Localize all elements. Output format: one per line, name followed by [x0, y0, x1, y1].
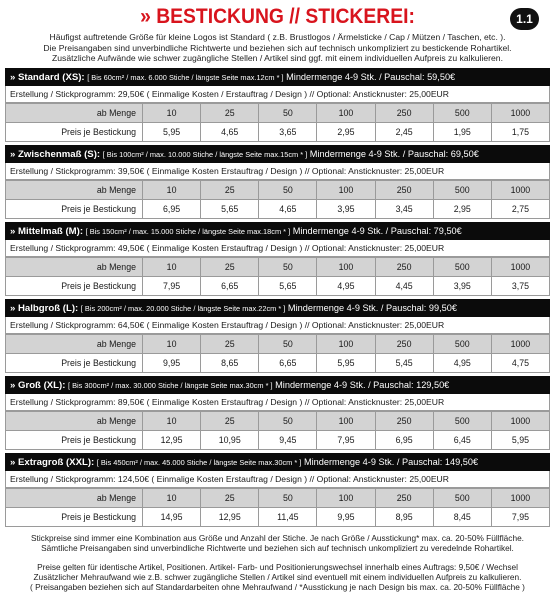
- price-cell: 2,75: [491, 200, 549, 219]
- quantity-cell: 10: [143, 489, 201, 508]
- price-table: [5, 103, 550, 142]
- quantity-cell: 50: [259, 335, 317, 354]
- footer-notes: [6, 533, 549, 553]
- quantity-label: ab Menge: [6, 104, 143, 123]
- intro-line: Zusätzliche Aufwände wie schwer zugängliche Stellen / Artikel sind ggf. mit einem individuellen Aufpreis zu kalkulieren.: [52, 53, 503, 64]
- quantity-cell: 250: [375, 489, 433, 508]
- section-header: [5, 376, 550, 394]
- footer-terms: [6, 562, 549, 593]
- section-header: [5, 222, 550, 240]
- size-spec: [ Bis 300cm² / max. 30.000 Stiche / längste Seite max.30cm * ]: [68, 381, 273, 390]
- quantity-cell: 25: [201, 181, 259, 200]
- minimum-quantity: Mindermenge 4-9 Stk. / Pauschal: 129,50€: [275, 380, 450, 390]
- price-cell: 3,75: [491, 277, 549, 296]
- quantity-label: ab Menge: [6, 258, 143, 277]
- size-spec: [ Bis 150cm² / max. 15.000 Stiche / längste Seite max.18cm * ]: [85, 227, 291, 236]
- price-cell: 10,95: [201, 431, 259, 450]
- price-label: Preis je Bestickung: [6, 354, 143, 373]
- price-cell: 4,95: [433, 354, 491, 373]
- price-label: Preis je Bestickung: [6, 200, 143, 219]
- price-cell: 5,95: [143, 123, 201, 142]
- quantity-cell: 50: [259, 412, 317, 431]
- quantity-row: [6, 104, 550, 123]
- price-row: [6, 431, 550, 450]
- price-cell: 12,95: [143, 431, 201, 450]
- price-cell: 5,95: [317, 354, 375, 373]
- quantity-cell: 500: [433, 104, 491, 123]
- size-spec: [ Bis 450cm² / max. 45.000 Stiche / längste Seite max.30cm * ]: [96, 458, 302, 467]
- intro-line: Häufigst auftretende Größe für kleine Logos ist Standard ( z.B. Brustlogos / Ärmelsticke / Cap / Mützen / Taschen, etc. ).: [49, 32, 506, 42]
- price-section: [5, 376, 550, 450]
- price-cell: 7,95: [143, 277, 201, 296]
- price-label: Preis je Bestickung: [6, 508, 143, 527]
- section-header: [5, 68, 550, 86]
- price-cell: 4,75: [491, 354, 549, 373]
- minimum-quantity: Mindermenge 4-9 Stk. / Pauschal: 59,50€: [286, 72, 456, 82]
- setup-cost-line: Erstellung / Stickprogramm: 29,50€ ( Einmalige Kosten / Erstauftrag / Design ) // Optional: Ansticknuster: 25,00EUR: [5, 86, 550, 103]
- quantity-cell: 50: [259, 181, 317, 200]
- quantity-row: [6, 412, 550, 431]
- quantity-cell: 10: [143, 412, 201, 431]
- price-section: [5, 453, 550, 527]
- setup-cost-line: Erstellung / Stickprogramm: 124,50€ ( Einmalige Kosten Erstauftrag / Design ) // Optional: Ansticknuster: 25,00EUR: [5, 471, 550, 488]
- price-cell: 5,65: [201, 200, 259, 219]
- price-cell: 9,95: [317, 508, 375, 527]
- size-spec: [ Bis 200cm² / max. 20.000 Stiche / längste Seite max.22cm * ]: [80, 304, 286, 313]
- price-cell: 4,95: [317, 277, 375, 296]
- price-cell: 8,45: [433, 508, 491, 527]
- price-cell: 8,95: [375, 508, 433, 527]
- footer-line: Preise gelten für identische Artikel, Positionen. Artikel- Farb- und Positionierungswechsel innerhalb eines Auftrags: 9,50€ / Wechsel: [37, 562, 518, 572]
- quantity-cell: 100: [317, 335, 375, 354]
- price-cell: 4,65: [259, 200, 317, 219]
- quantity-cell: 250: [375, 335, 433, 354]
- quantity-cell: 1000: [491, 489, 549, 508]
- size-name: » Zwischenmaß (S):: [10, 149, 101, 160]
- size-name: » Groß (XL):: [10, 380, 66, 391]
- size-name: » Standard (XS):: [10, 72, 85, 83]
- price-table: [5, 488, 550, 527]
- quantity-row: [6, 258, 550, 277]
- quantity-cell: 500: [433, 258, 491, 277]
- setup-cost-line: Erstellung / Stickprogramm: 49,50€ ( Einmalige Kosten Erstauftrag / Design ) // Optional: Ansticknuster: 25,00EUR: [5, 240, 550, 257]
- price-table: [5, 180, 550, 219]
- price-cell: 12,95: [201, 508, 259, 527]
- section-header: [5, 145, 550, 163]
- setup-cost-line: Erstellung / Stickprogramm: 89,50€ ( Einmalige Kosten Erstauftrag / Design ) // Optional: Ansticknuster: 25,00EUR: [5, 394, 550, 411]
- price-cell: 4,65: [201, 123, 259, 142]
- price-label: Preis je Bestickung: [6, 431, 143, 450]
- price-row: [6, 277, 550, 296]
- price-cell: 6,95: [143, 200, 201, 219]
- quantity-cell: 250: [375, 258, 433, 277]
- price-cell: 1,95: [433, 123, 491, 142]
- footer-line: Zusätzlicher Mehraufwand wie z.B. schwer zugängliche Stellen / Artikel sind eventuell mit einem individuellen Aufpreis zu kalkulieren.: [33, 572, 522, 583]
- quantity-row: [6, 181, 550, 200]
- price-table: [5, 257, 550, 296]
- price-row: [6, 508, 550, 527]
- size-spec: [ Bis 60cm² / max. 6.000 Stiche / längste Seite max.12cm * ]: [87, 73, 284, 82]
- setup-cost-line: Erstellung / Stickprogramm: 64,50€ ( Einmalige Kosten Erstauftrag / Design ) // Optional: Ansticknuster: 25,00EUR: [5, 317, 550, 334]
- price-cell: 3,65: [259, 123, 317, 142]
- section-header: [5, 453, 550, 471]
- quantity-cell: 25: [201, 412, 259, 431]
- minimum-quantity: Mindermenge 4-9 Stk. / Pauschal: 99,50€: [287, 303, 457, 313]
- quantity-cell: 25: [201, 258, 259, 277]
- price-cell: 8,65: [201, 354, 259, 373]
- price-row: [6, 354, 550, 373]
- quantity-cell: 10: [143, 104, 201, 123]
- size-name: » Halbgroß (L):: [10, 303, 79, 314]
- quantity-cell: 100: [317, 258, 375, 277]
- price-cell: 6,65: [201, 277, 259, 296]
- price-cell: 4,45: [375, 277, 433, 296]
- quantity-cell: 500: [433, 181, 491, 200]
- price-cell: 5,95: [491, 431, 549, 450]
- price-cell: 7,95: [491, 508, 549, 527]
- quantity-cell: 1000: [491, 104, 549, 123]
- minimum-quantity: Mindermenge 4-9 Stk. / Pauschal: 149,50€: [303, 457, 479, 467]
- quantity-cell: 1000: [491, 412, 549, 431]
- price-cell: 3,95: [317, 200, 375, 219]
- minimum-quantity: Mindermenge 4-9 Stk. / Pauschal: 69,50€: [309, 149, 479, 159]
- price-cell: 5,65: [259, 277, 317, 296]
- quantity-cell: 100: [317, 489, 375, 508]
- price-cell: 9,95: [143, 354, 201, 373]
- quantity-cell: 1000: [491, 181, 549, 200]
- quantity-cell: 500: [433, 489, 491, 508]
- quantity-cell: 100: [317, 181, 375, 200]
- quantity-cell: 25: [201, 489, 259, 508]
- quantity-cell: 100: [317, 104, 375, 123]
- size-spec: [ Bis 100cm² / max. 10.000 Stiche / längste Seite max.15cm * ]: [102, 150, 308, 159]
- intro-line: Die Preisangaben sind unverbindliche Richtwerte und beziehen sich auf technisch unkompliziert zu bestickende Rohartikel.: [43, 42, 512, 53]
- price-cell: 14,95: [143, 508, 201, 527]
- price-cell: 6,45: [433, 431, 491, 450]
- size-name: » Mittelmaß (M):: [10, 226, 84, 237]
- footer-line: Sämtliche Preisangaben sind unverbindliche Richtwerte und beziehen sich auf technisch unkompliziert zu veredelnde Rohartikel.: [41, 543, 514, 554]
- quantity-cell: 10: [143, 335, 201, 354]
- quantity-label: ab Menge: [6, 489, 143, 508]
- price-cell: 9,45: [259, 431, 317, 450]
- price-cell: 7,95: [317, 431, 375, 450]
- quantity-cell: 50: [259, 258, 317, 277]
- size-name: » Extragroß (XXL):: [10, 457, 95, 468]
- price-table: [5, 334, 550, 373]
- price-cell: 6,95: [375, 431, 433, 450]
- price-cell: 11,45: [259, 508, 317, 527]
- quantity-cell: 100: [317, 412, 375, 431]
- price-cell: 2,95: [317, 123, 375, 142]
- price-label: Preis je Bestickung: [6, 277, 143, 296]
- price-row: [6, 200, 550, 219]
- quantity-cell: 1000: [491, 258, 549, 277]
- price-row: [6, 123, 550, 142]
- quantity-cell: 250: [375, 412, 433, 431]
- quantity-cell: 250: [375, 104, 433, 123]
- price-cell: 2,95: [433, 200, 491, 219]
- intro-text: [6, 32, 549, 64]
- price-section: [5, 145, 550, 219]
- quantity-cell: 1000: [491, 335, 549, 354]
- quantity-row: [6, 335, 550, 354]
- price-section: [5, 299, 550, 373]
- price-cell: 3,45: [375, 200, 433, 219]
- setup-cost-line: Erstellung / Stickprogramm: 39,50€ ( Einmalige Kosten Erstauftrag / Design ) // Optional: Ansticknuster: 25,00EUR: [5, 163, 550, 180]
- quantity-cell: 25: [201, 335, 259, 354]
- section-header: [5, 299, 550, 317]
- quantity-cell: 10: [143, 181, 201, 200]
- price-section: [5, 222, 550, 296]
- footer-line: Stickpreise sind immer eine Kombination aus Größe und Anzahl der Stiche. Je nach Größe / Ausstickung* max. ca. 20-50% Füllfläche.: [31, 533, 524, 543]
- quantity-label: ab Menge: [6, 412, 143, 431]
- quantity-cell: 50: [259, 104, 317, 123]
- price-cell: 5,45: [375, 354, 433, 373]
- minimum-quantity: Mindermenge 4-9 Stk. / Pauschal: 79,50€: [292, 226, 462, 236]
- price-section: [5, 68, 550, 142]
- page-number-badge: 1.1: [510, 8, 539, 30]
- footer-line: ( Preisangaben beziehen sich auf Standardarbeiten ohne Mehraufwand / *Ausstickung je nach Design bis max. ca. 20-50% Füllfläche ): [30, 582, 525, 593]
- price-label: Preis je Bestickung: [6, 123, 143, 142]
- price-cell: 6,65: [259, 354, 317, 373]
- page-title: » BESTICKUNG // STICKEREI:: [140, 5, 415, 28]
- price-cell: 1,75: [491, 123, 549, 142]
- quantity-cell: 50: [259, 489, 317, 508]
- price-cell: 2,45: [375, 123, 433, 142]
- price-table: [5, 411, 550, 450]
- price-cell: 3,95: [433, 277, 491, 296]
- quantity-label: ab Menge: [6, 181, 143, 200]
- quantity-cell: 250: [375, 181, 433, 200]
- quantity-label: ab Menge: [6, 335, 143, 354]
- quantity-cell: 25: [201, 104, 259, 123]
- quantity-cell: 10: [143, 258, 201, 277]
- quantity-row: [6, 489, 550, 508]
- page-header: [0, 5, 555, 33]
- quantity-cell: 500: [433, 412, 491, 431]
- quantity-cell: 500: [433, 335, 491, 354]
